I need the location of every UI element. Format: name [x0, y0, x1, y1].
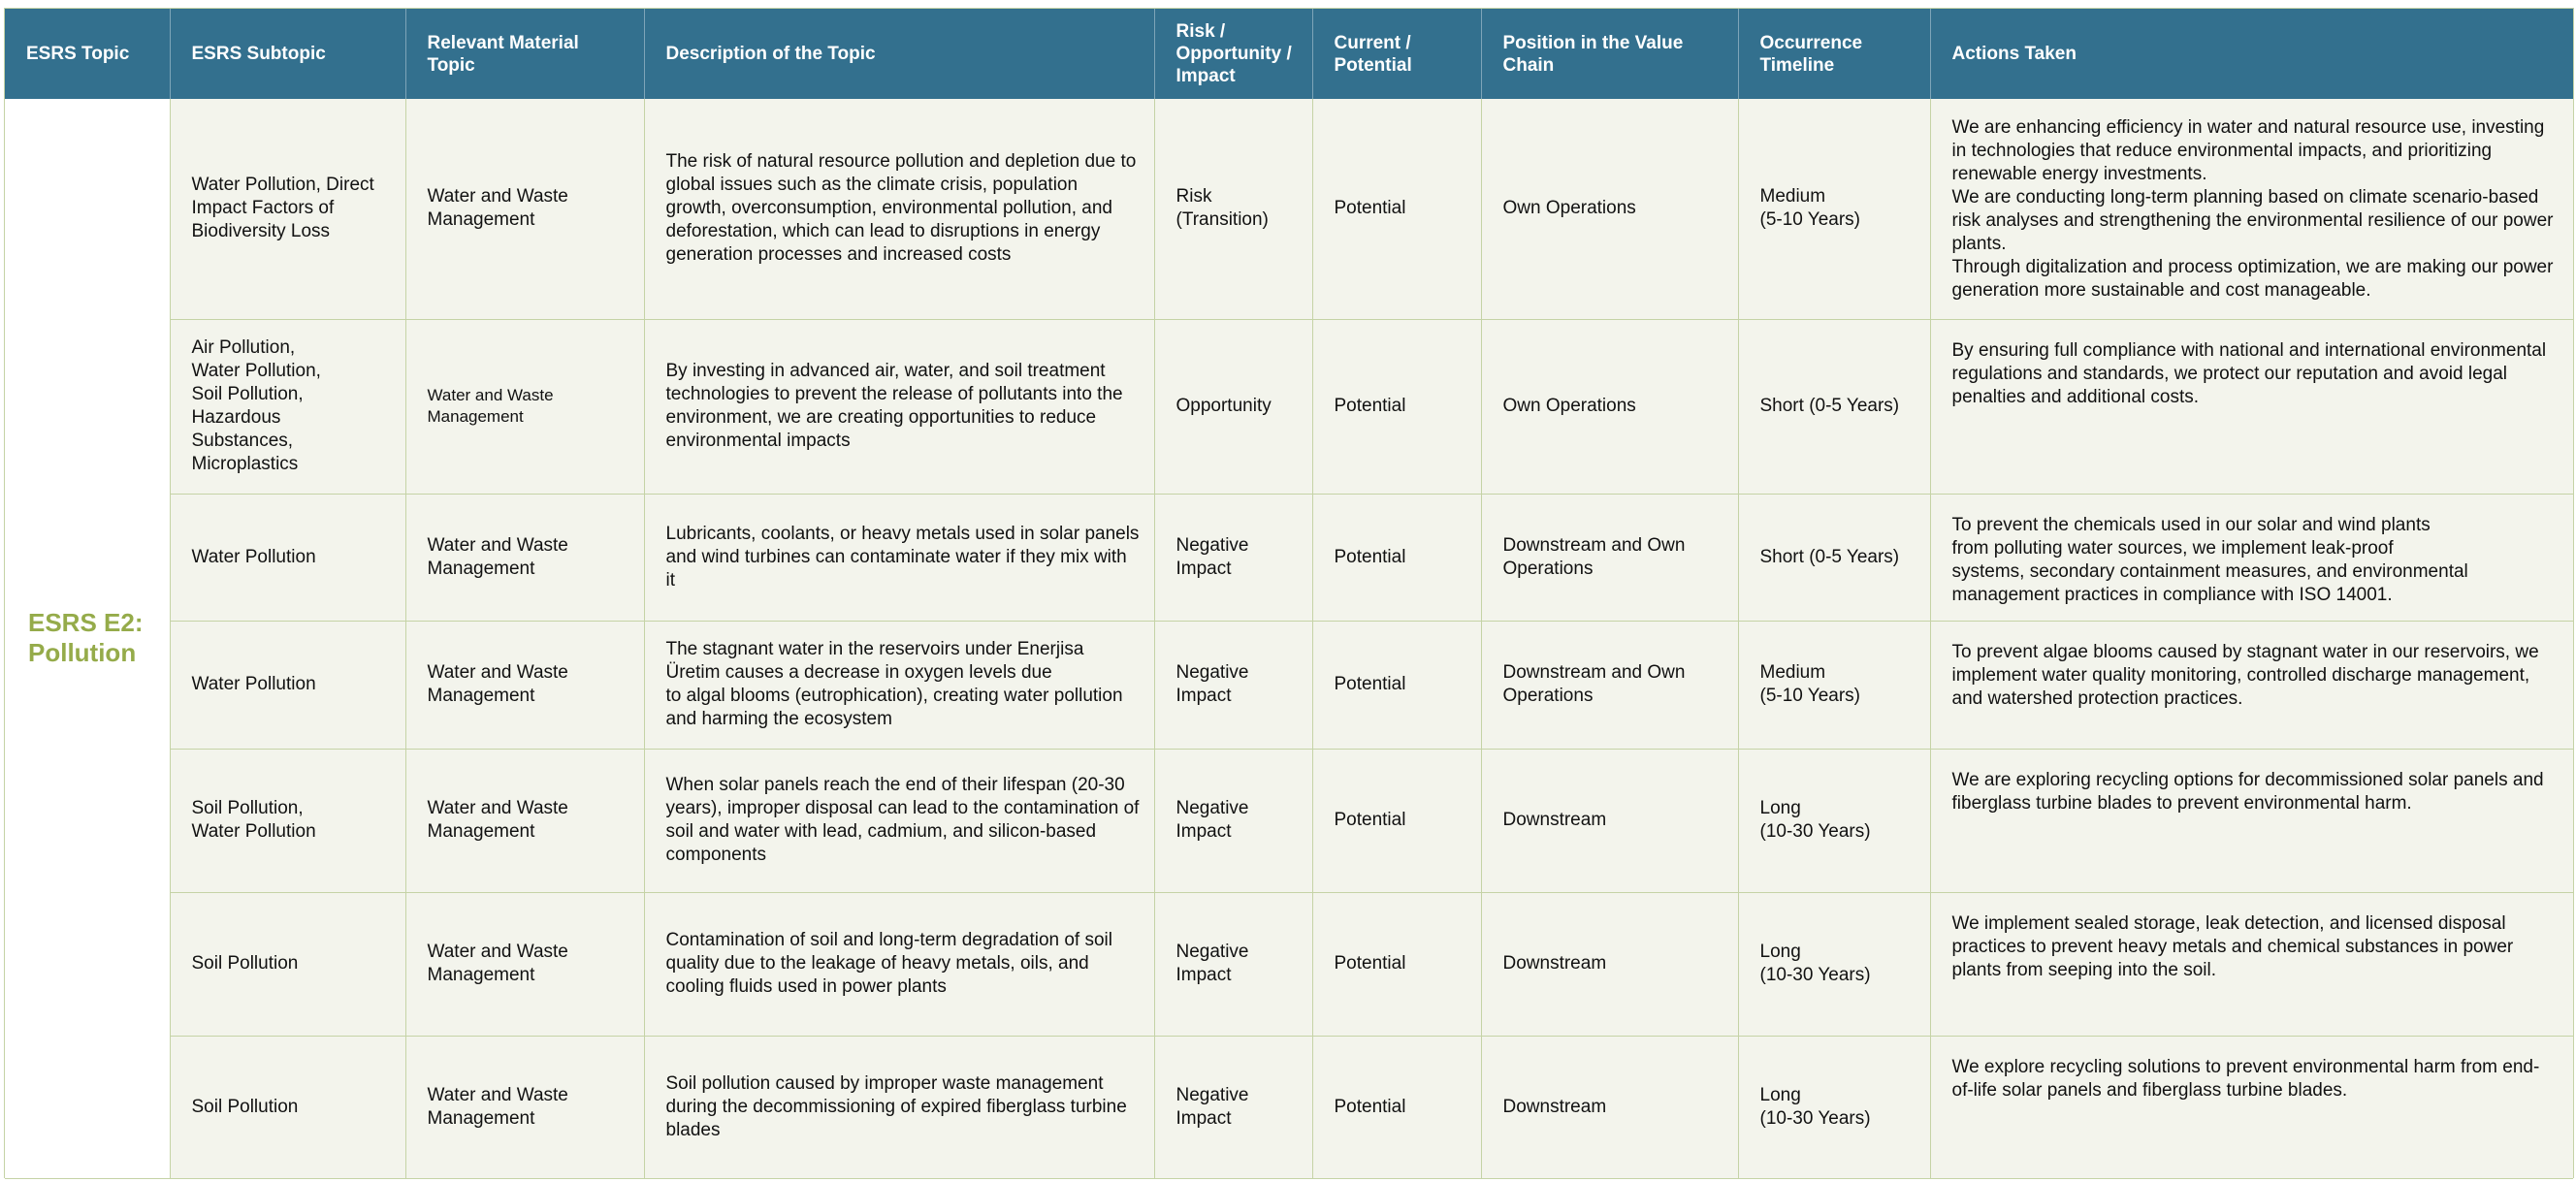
header-value-chain-position: Position in the Value Chain [1481, 9, 1738, 99]
current-potential-cell: Potential [1312, 494, 1481, 621]
header-risk-opportunity-impact: Risk / Opportunity / Impact [1154, 9, 1312, 99]
actions-cell [1930, 494, 2573, 621]
actions-cell: We implement sealed storage, leak detection, and licensed disposal practices to prevent heavy metals and chemical substances in power plants from seeping into the soil. [1930, 892, 2573, 1036]
actions-cell [1930, 99, 2573, 319]
timeline-cell: Short (0-5 Years) [1738, 319, 1930, 494]
value-chain-cell: Own Operations [1481, 319, 1738, 494]
material-topic-cell: Water and Waste Management [405, 1036, 644, 1178]
actions-line: from polluting water sources, we implement leak-proof [1951, 537, 2394, 559]
timeline-line: (10-30 Years) [1759, 965, 1871, 985]
subtopic-cell: Water Pollution [170, 494, 405, 621]
timeline-cell [1738, 1036, 1930, 1178]
subtopic-cell: Water Pollution, Direct Impact Factors of Biodiversity Loss [170, 99, 405, 319]
actions-paragraph: Through digitalization and process optimization, we are making our power generation more sustainable and cost manageable. [1951, 257, 2554, 301]
description-cell: By investing in advanced air, water, and soil treatment technologies to prevent the release of pollutants into the environment, we are creating opportunities to reduce environmental impacts [644, 319, 1154, 494]
subtopic-cell: Soil Pollution [170, 892, 405, 1036]
esrs-topic-cell: ESRS E2: Pollution [5, 99, 170, 1178]
table-row [5, 99, 2573, 319]
material-topic-cell: Water and Waste Management [405, 749, 644, 892]
header-actions-taken: Actions Taken [1930, 9, 2573, 99]
current-potential-cell: Potential [1312, 621, 1481, 749]
actions-line: systems, secondary containment measures, and environmental management practices in compliance with ISO 14001. [1951, 560, 2468, 605]
value-chain-cell: Own Operations [1481, 99, 1738, 319]
timeline-cell: Short (0-5 Years) [1738, 494, 1930, 621]
header-row [5, 9, 2573, 99]
table-body [5, 99, 2573, 1178]
current-potential-cell: Potential [1312, 892, 1481, 1036]
actions-cell: We explore recycling solutions to prevent environmental harm from end-of-life solar panels and fiberglass turbine blades. [1930, 1036, 2573, 1178]
subtopic-line: Hazardous [191, 407, 281, 428]
timeline-line: (5-10 Years) [1759, 209, 1861, 231]
description-cell: The risk of natural resource pollution and depletion due to global issues such as the climate crisis, population growth, overconsumption, environmental pollution, and deforestation, which can lead to disruptions in energy generation processes and increased costs [644, 99, 1154, 319]
header-relevant-material-topic: Relevant Material Topic [405, 9, 644, 99]
timeline-cell [1738, 621, 1930, 749]
actions-paragraph: We are conducting long-term planning based on climate scenario-based risk analyses and strengthening the environmental resilience of our power plants. [1951, 187, 2554, 254]
rio-line: Risk [1175, 186, 1212, 208]
current-potential-cell: Potential [1312, 749, 1481, 892]
subtopic-cell [170, 749, 405, 892]
material-topic-cell: Water and Waste Management [405, 892, 644, 1036]
esrs-pollution-table-container [4, 8, 2574, 1178]
timeline-cell [1738, 99, 1930, 319]
value-chain-cell: Downstream [1481, 749, 1738, 892]
rio-cell: Negative Impact [1154, 621, 1312, 749]
description-cell: Soil pollution caused by improper waste management during the decommissioning of expired fiberglass turbine blades [644, 1036, 1154, 1178]
table-row [5, 1036, 2573, 1178]
subtopic-line: Air Pollution, [191, 337, 296, 358]
esrs-pollution-table [5, 9, 2573, 1179]
timeline-cell [1738, 892, 1930, 1036]
header-current-potential: Current / Potential [1312, 9, 1481, 99]
actions-cell: To prevent algae blooms caused by stagnant water in our reservoirs, we implement water quality monitoring, controlled discharge management, and watershed protection practices. [1930, 621, 2573, 749]
subtopic-line: Soil Pollution, [191, 384, 304, 404]
description-line: The stagnant water in the reservoirs under Enerjisa Üretim causes a decrease in oxygen levels due [665, 639, 1084, 683]
description-cell: Lubricants, coolants, or heavy metals used in solar panels and wind turbines can contaminate water if they mix with it [644, 494, 1154, 621]
actions-cell: By ensuring full compliance with national and international environmental regulations and standards, we protect our reputation and avoid legal penalties and additional costs. [1930, 319, 2573, 494]
material-topic-cell: Water and Waste Management [405, 99, 644, 319]
header-esrs-subtopic: ESRS Subtopic [170, 9, 405, 99]
table-row [5, 621, 2573, 749]
rio-cell: Opportunity [1154, 319, 1312, 494]
actions-line: To prevent the chemicals used in our solar and wind plants [1951, 514, 2431, 535]
table-row [5, 494, 2573, 621]
description-cell: Contamination of soil and long-term degradation of soil quality due to the leakage of heavy metals, oils, and cooling fluids used in power plants [644, 892, 1154, 1036]
subtopic-line: Water Pollution [191, 821, 316, 842]
table-row [5, 319, 2573, 494]
timeline-line: Long [1759, 942, 1801, 962]
subtopic-cell: Soil Pollution [170, 1036, 405, 1178]
timeline-cell [1738, 749, 1930, 892]
header-occurrence-timeline: Occurrence Timeline [1738, 9, 1930, 99]
timeline-line: (10-30 Years) [1759, 1107, 1871, 1129]
timeline-line: Long [1759, 1084, 1801, 1105]
table-header [5, 9, 2573, 99]
header-description: Description of the Topic [644, 9, 1154, 99]
rio-cell [1154, 99, 1312, 319]
subtopic-line: Microplastics [191, 454, 299, 474]
actions-cell: We are exploring recycling options for decommissioned solar panels and fiberglass turbine blades to prevent environmental harm. [1930, 749, 2573, 892]
header-esrs-topic: ESRS Topic [5, 9, 170, 99]
timeline-line: Medium [1759, 186, 1826, 208]
value-chain-cell: Downstream [1481, 1036, 1738, 1178]
subtopic-cell [170, 319, 405, 494]
material-topic-cell: Water and Waste Management [405, 494, 644, 621]
rio-cell: Negative Impact [1154, 494, 1312, 621]
current-potential-cell: Potential [1312, 99, 1481, 319]
timeline-line: Long [1759, 798, 1801, 818]
description-line: to algal blooms (eutrophication), creating water pollution and harming the ecosystem [665, 686, 1123, 729]
actions-paragraph: We are enhancing efficiency in water and natural resource use, investing in technologies that reduce environmental impacts, and prioritizing renewable energy investments. [1951, 117, 2545, 184]
table-row [5, 749, 2573, 892]
material-topic-cell: Water and Waste Management [405, 621, 644, 749]
rio-cell: Negative Impact [1154, 749, 1312, 892]
subtopic-line: Soil Pollution, [191, 798, 304, 818]
table-row [5, 892, 2573, 1036]
value-chain-cell: Downstream and Own Operations [1481, 494, 1738, 621]
timeline-line: Medium [1759, 662, 1826, 683]
material-topic-cell: Water and Waste Management [405, 319, 644, 494]
rio-cell: Negative Impact [1154, 892, 1312, 1036]
current-potential-cell: Potential [1312, 1036, 1481, 1178]
rio-line: (Transition) [1175, 209, 1269, 231]
current-potential-cell: Potential [1312, 319, 1481, 494]
description-cell: When solar panels reach the end of their lifespan (20-30 years), improper disposal can lead to the contamination of soil and water with lead, cadmium, and silicon-based components [644, 749, 1154, 892]
timeline-line: (5-10 Years) [1759, 686, 1861, 706]
subtopic-cell: Water Pollution [170, 621, 405, 749]
timeline-line: (10-30 Years) [1759, 821, 1871, 842]
value-chain-cell: Downstream and Own Operations [1481, 621, 1738, 749]
description-cell [644, 621, 1154, 749]
subtopic-line: Water Pollution, [191, 361, 321, 381]
rio-cell: Negative Impact [1154, 1036, 1312, 1178]
value-chain-cell: Downstream [1481, 892, 1738, 1036]
subtopic-line: Substances, [191, 431, 294, 451]
